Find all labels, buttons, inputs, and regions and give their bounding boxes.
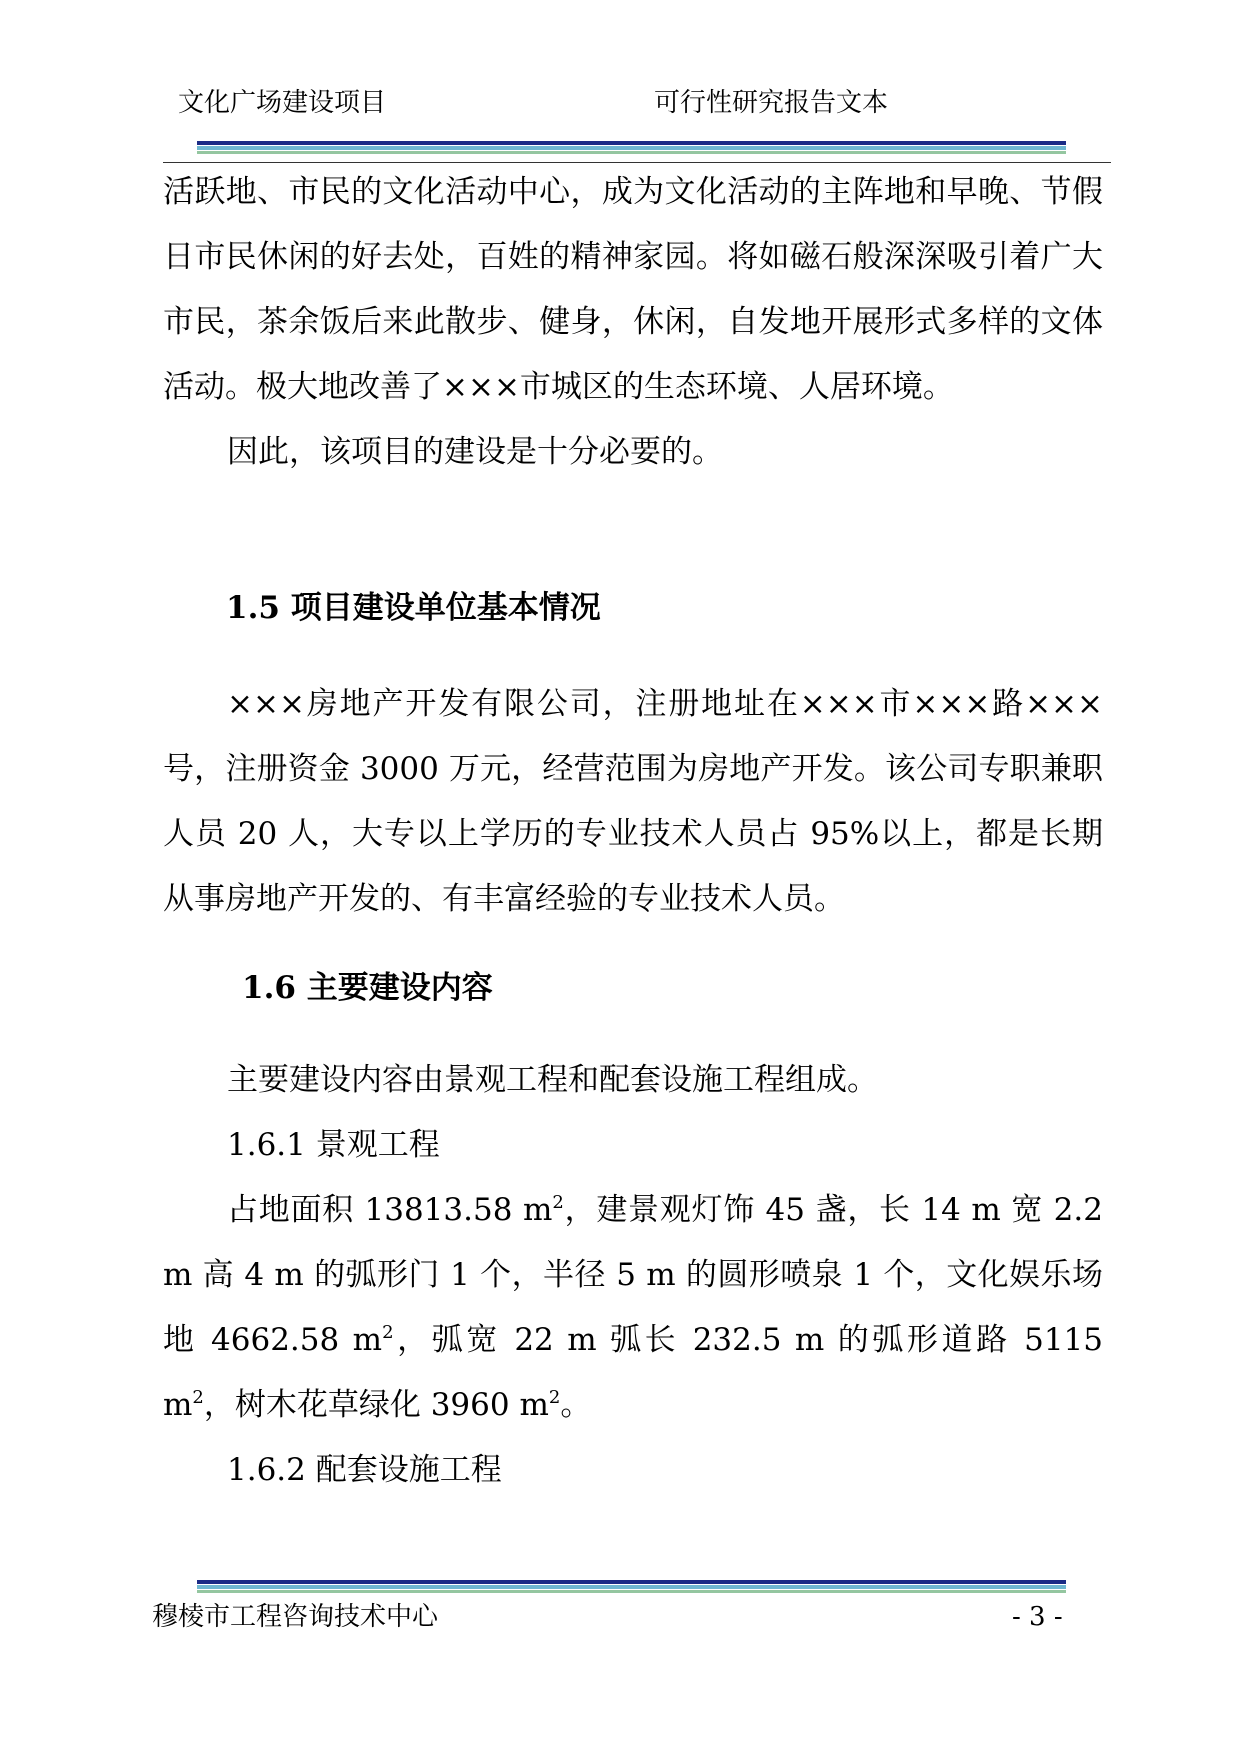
landscape-text-1: 占地面积 13813.58 m — [227, 1192, 553, 1228]
superscript-2: 2 — [382, 1322, 394, 1343]
superscript-2: 2 — [552, 1192, 564, 1213]
paragraph-necessity: 因此，该项目的建设是十分必要的。 — [227, 434, 723, 470]
heading-1-5: 1.5 项目建设单位基本情况 — [226, 590, 601, 626]
paragraph-company-info: ×××房地产开发有限公司，注册地址在×××市×××路×××号，注册资金 3000 万元，经营范围为房地产开发。该公司专职兼职人员 20 人，大专以上学历的专业技术人员占 95%以上，都是长期从事房地产开发的、有丰富经验的专业技术人员。 — [163, 686, 1103, 917]
footer-decorative-band — [197, 1580, 1066, 1593]
heading-1-6-2: 1.6.2 配套设施工程 — [227, 1452, 502, 1488]
paragraph-landscape-details — [163, 1178, 1103, 1438]
header-decorative-band — [197, 141, 1066, 154]
superscript-2: 2 — [548, 1387, 561, 1408]
page-number: - 3 - — [1012, 1602, 1063, 1632]
superscript-2: 2 — [192, 1387, 204, 1408]
landscape-text-3: ，弧宽 22 m 弧长 232.5 m 的弧形道路 5115 m — [163, 1322, 1104, 1423]
header-document-type: 可行性研究报告文本 — [654, 88, 889, 118]
heading-1-6: 1.6 主要建设内容 — [242, 970, 493, 1006]
landscape-text-5: 。 — [560, 1387, 592, 1423]
body-block-2 — [163, 672, 1103, 932]
footer-organization: 穆棱市工程咨询技术中心 — [152, 1602, 439, 1632]
body-block-3 — [163, 1048, 1103, 1503]
landscape-text-2: ，建景观灯饰 45 盏，长 14 m 宽 2.2 m 高 4 m 的弧形门 1 个，半径 5 m 的圆形喷泉 1 个，文化娱乐场地 4662.58 m — [163, 1192, 1103, 1358]
header-project-title: 文化广场建设项目 — [178, 88, 387, 118]
body-block-1 — [163, 160, 1103, 485]
heading-1-6-1: 1.6.1 景观工程 — [227, 1127, 440, 1163]
paragraph-closing-benefits: 活跃地、市民的文化活动中心，成为文化活动的主阵地和早晚、节假日市民休闲的好去处，百姓的精神家园。将如磁石般深深吸引着广大市民，茶余饭后来此散步、健身，休闲，自发地开展形式多样的文体活动。极大地改善了×××市城区的生态环境、人居环境。 — [163, 174, 1103, 405]
paragraph-construction-scope: 主要建设内容由景观工程和配套设施工程组成。 — [227, 1062, 878, 1098]
landscape-text-4: ，树木花草绿化 3960 m — [203, 1387, 549, 1423]
